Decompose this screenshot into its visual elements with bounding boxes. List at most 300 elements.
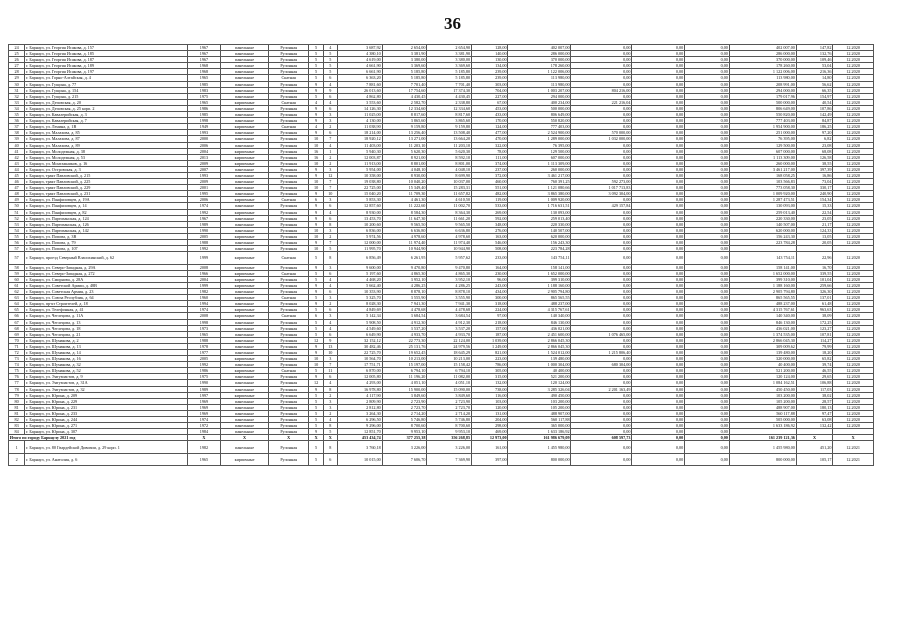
table-cell: 0,00 <box>685 124 730 130</box>
table-cell: 223 784,28 <box>729 240 796 246</box>
table-cell: 0,00 <box>685 45 730 51</box>
table-cell: 3 226,00 <box>427 441 472 454</box>
table-cell: г. Барнаул, ул. Панфиловцев, д. 14 <box>25 203 187 209</box>
table-cell: 0,00 <box>571 417 632 423</box>
table-cell: 10 <box>309 356 323 362</box>
table-cell: 4 315 767,61 <box>729 307 796 313</box>
table-cell: 1965 <box>187 75 221 81</box>
table-cell: 24 <box>9 45 25 51</box>
table-cell: 8 <box>323 423 337 429</box>
table-cell: 12 003,87 <box>337 154 382 160</box>
table-cell: 0,00 <box>571 221 632 227</box>
table-cell: 620 000,00 <box>508 233 571 239</box>
table-cell: 97,00 <box>471 313 508 319</box>
table-cell: 0,00 <box>571 215 632 221</box>
table-cell: 4 912,30 <box>382 319 427 325</box>
table-cell: кирпичные <box>221 148 269 154</box>
table-cell: 3 684,54 <box>427 313 472 319</box>
table-cell: 38 <box>9 130 25 136</box>
table-cell: Рулонная <box>268 69 309 75</box>
table-cell: 1949 <box>187 124 221 130</box>
table-cell: 1 084 162,51 <box>729 380 796 386</box>
table-cell: 47 <box>9 185 25 191</box>
table-cell: 34 <box>9 105 25 111</box>
table-cell: 6 261,95 <box>382 252 427 265</box>
table-cell: 1968 <box>187 69 221 75</box>
table-cell: 9 <box>309 350 323 356</box>
table-cell: 48 <box>9 191 25 197</box>
table-cell: панельные <box>221 172 269 178</box>
table-cell: 3 <box>323 404 337 410</box>
total-cell: 12 973,00 <box>471 435 508 441</box>
table-cell: 5 <box>323 69 337 75</box>
table-cell: 0,00 <box>685 191 730 197</box>
table-cell: 0,00 <box>685 63 730 69</box>
table-cell: 123,27 <box>796 325 833 331</box>
table-cell: Рулонная <box>268 160 309 166</box>
table-cell: 46,55 <box>796 368 833 374</box>
table-cell: 1 652 000,00 <box>729 270 796 276</box>
table-cell: 3 381,90 <box>427 51 472 57</box>
table-cell: кирпичные <box>221 264 269 270</box>
table-cell: г. Барнаул, ул. Чеглецова, д. 13 <box>25 319 187 325</box>
table-cell: 31 <box>9 87 25 93</box>
table-cell: 4 478,68 <box>382 307 427 313</box>
table-cell: 7 <box>323 179 337 185</box>
table-cell: 29 <box>9 75 25 81</box>
table-cell: 12.2020 <box>833 118 874 124</box>
table-cell: 786,00 <box>471 362 508 368</box>
table-cell: 230,00 <box>471 270 508 276</box>
table-cell: кирпичные <box>221 276 269 282</box>
table-cell: 0,00 <box>632 410 685 416</box>
table-cell: 477,00 <box>471 130 508 136</box>
table-cell: 1972 <box>187 423 221 429</box>
table-cell: 592 273,00 <box>571 179 632 185</box>
table-cell: 77 <box>9 380 25 386</box>
table-cell: 0,00 <box>571 105 632 111</box>
table-cell: 10 <box>309 160 323 166</box>
table-cell: г. Барнаул, ул. Партизанская, д. 124 <box>25 215 187 221</box>
total-cell: 356 268,85 <box>427 435 472 441</box>
table-cell: 11 974,40 <box>427 240 472 246</box>
table-cell: 3 <box>323 356 337 362</box>
total-cell: 453 434,74 <box>337 435 382 441</box>
table-cell: 6 <box>309 313 323 319</box>
table-cell: 15 040,20 <box>337 191 382 197</box>
table-cell: 8 028,30 <box>337 301 382 307</box>
table-cell: 0,00 <box>685 197 730 203</box>
table-cell: г. Барнаул, ул. Георгия Исакова, д. 187 <box>25 57 187 63</box>
table-cell: г. Барнаул, ул. Малахова, д. 85 <box>25 130 187 136</box>
table-cell: 9 <box>309 87 323 93</box>
table-cell: 10 200,60 <box>337 221 382 227</box>
table-cell: 0,00 <box>571 356 632 362</box>
table-cell: панельные <box>221 350 269 356</box>
table-cell: Рулонная <box>268 215 309 221</box>
table-cell: 154,34 <box>796 197 833 203</box>
table-cell: 0,00 <box>632 289 685 295</box>
table-cell: Рулонная <box>268 136 309 142</box>
table-cell: 168 058,25 <box>729 172 796 178</box>
table-cell: 12.2020 <box>833 172 874 178</box>
table-cell: 0,00 <box>632 325 685 331</box>
table-cell: 6 <box>323 215 337 221</box>
table-cell: г. Барнаул, ул. Северо-Западная, д. 29А <box>25 264 187 270</box>
table-cell: 42 <box>9 154 25 160</box>
table-cell: Рулонная <box>268 81 309 87</box>
table-cell: панельные <box>221 441 269 454</box>
table-cell: 0,00 <box>685 289 730 295</box>
table-cell: Рулонная <box>268 191 309 197</box>
table-cell: 451,20 <box>796 441 833 454</box>
table-cell: 1998 <box>187 319 221 325</box>
table-cell: г. Барнаул, ул. 80 Гвардейской Дивизии, д. 29 корп. 1 <box>25 441 187 454</box>
table-cell: 12.2020 <box>833 203 874 209</box>
table-cell: 5 185,80 <box>427 75 472 81</box>
table-cell: 5 <box>309 392 323 398</box>
table-cell: 7 606,70 <box>382 453 427 466</box>
table-cell: 4 <box>323 99 337 105</box>
table-cell: 35 <box>9 112 25 118</box>
table-cell: панельные <box>221 215 269 221</box>
table-cell: 19 652,45 <box>382 350 427 356</box>
table-cell: 2 201 163,49 <box>571 386 632 392</box>
table-cell: 103,00 <box>471 398 508 404</box>
table-cell: 0,00 <box>571 227 632 233</box>
table-cell: 0,00 <box>632 45 685 51</box>
table-cell: 0,00 <box>685 301 730 307</box>
table-cell: 0,00 <box>685 203 730 209</box>
table-cell: 1977 <box>187 350 221 356</box>
table-cell: 3 461 217,00 <box>508 172 571 178</box>
table-cell: 12 005,80 <box>337 374 382 380</box>
table-cell: 460,00 <box>471 179 508 185</box>
table-cell: 75 <box>9 368 25 374</box>
table-cell: 12.2020 <box>833 350 874 356</box>
table-cell: 0,00 <box>685 429 730 435</box>
table-cell: Рулонная <box>268 392 309 398</box>
table-cell: 124,33 <box>796 227 833 233</box>
table-cell: 2004 <box>187 148 221 154</box>
total-cell: 161 239 121,36 <box>729 435 796 441</box>
table-cell: 0,00 <box>632 301 685 307</box>
table-cell: 4 430,45 <box>382 93 427 99</box>
table-cell: 8 364,30 <box>427 209 472 215</box>
table-cell: Рулонная <box>268 209 309 215</box>
table-cell: 546,00 <box>471 240 508 246</box>
table-cell: 140 507,00 <box>508 227 571 233</box>
table-cell: г. Барнаул, ул. Северо-Западная, д. 272 <box>25 270 187 276</box>
table-cell: 0,00 <box>632 221 685 227</box>
table-cell: 5 185,80 <box>427 69 472 75</box>
table-cell: 5 <box>323 246 337 252</box>
table-cell: 1 121 080,66 <box>508 185 571 191</box>
table-cell: 13,05 <box>796 233 833 239</box>
table-cell: 4 933,70 <box>382 331 427 337</box>
table-cell: 73,04 <box>796 179 833 185</box>
table-cell: 1999 <box>187 252 221 265</box>
table-cell: 2 723,90 <box>382 398 427 404</box>
table-cell: 5 620,30 <box>427 148 472 154</box>
table-cell: 315,00 <box>471 374 508 380</box>
table-cell: 846 130,00 <box>508 319 571 325</box>
table-cell: 1 249,00 <box>471 343 508 349</box>
table-cell: Рулонная <box>268 51 309 57</box>
table-cell: 1989 <box>187 221 221 227</box>
table-cell: кирпичные <box>221 392 269 398</box>
table-cell: 0,00 <box>685 356 730 362</box>
table-cell: 158 141,00 <box>508 264 571 270</box>
table-cell: г. Барнаул, ул. Островская, д. 3 <box>25 166 187 172</box>
table-cell: 11 913,00 <box>337 160 382 166</box>
table-cell: 286 000,00 <box>729 51 796 57</box>
table-cell: 0,00 <box>571 118 632 124</box>
table-cell: 243,00 <box>471 282 508 288</box>
table-cell: 12.2020 <box>833 87 874 93</box>
table-cell: 8 878,10 <box>427 289 472 295</box>
repair-register-table <box>8 44 874 466</box>
table-cell: 0,00 <box>571 429 632 435</box>
table-cell: 5 974,56 <box>337 233 382 239</box>
table-cell: 0,00 <box>685 75 730 81</box>
table-cell: 2 <box>9 453 25 466</box>
table-cell: 72 <box>9 350 25 356</box>
table-cell: 0,00 <box>685 221 730 227</box>
table-cell: 132,42 <box>796 423 833 429</box>
table-cell: 738,00 <box>471 386 508 392</box>
table-cell: 12.2020 <box>833 276 874 282</box>
table-cell: 3 381,90 <box>382 51 427 57</box>
table-cell: панельные <box>221 63 269 69</box>
table-cell: кирпичные <box>221 154 269 160</box>
table-cell: 1992 <box>187 362 221 368</box>
table-cell: 10 <box>309 142 323 148</box>
table-cell: г. Барнаул, ул. Шумакова, д. 2 <box>25 337 187 343</box>
table-cell: 12.2020 <box>833 404 874 410</box>
table-row <box>9 441 874 454</box>
table-cell: 83 <box>9 423 25 429</box>
table-cell: 0,00 <box>571 124 632 130</box>
table-cell: 0,00 <box>685 331 730 337</box>
table-cell: 12.2020 <box>833 398 874 404</box>
table-cell: 3 849,60 <box>427 392 472 398</box>
table-cell: 0,00 <box>632 197 685 203</box>
table-cell: 11 196,20 <box>382 374 427 380</box>
table-cell: 4 430,45 <box>427 93 472 99</box>
table-cell: 11 709,30 <box>382 191 427 197</box>
total-cell: X <box>309 435 323 441</box>
table-cell: 4 865,30 <box>427 270 472 276</box>
table-cell: 10 037,00 <box>427 179 472 185</box>
table-cell: 3 <box>323 295 337 301</box>
table-cell: 429 157,84 <box>571 203 632 209</box>
table-cell: 2 905 794,80 <box>729 289 796 295</box>
table-cell: 5 <box>309 307 323 313</box>
table-cell: кирпичные <box>221 313 269 319</box>
table-cell: 56 <box>9 240 25 246</box>
table-cell: 8 817,60 <box>382 112 427 118</box>
table-cell: Рулонная <box>268 166 309 172</box>
table-cell: 806 649,00 <box>729 105 796 111</box>
table-cell: 6 <box>323 203 337 209</box>
table-cell: Рулонная <box>268 118 309 124</box>
table-cell: 9 <box>309 264 323 270</box>
table-cell: 5 <box>309 276 323 282</box>
table-cell: 61 <box>9 282 25 288</box>
table-cell: 0,00 <box>685 209 730 215</box>
table-cell: 0,00 <box>685 423 730 429</box>
table-row <box>9 453 874 466</box>
table-cell: 8 801,00 <box>427 160 472 166</box>
table-cell: г. Барнаул, ул. Энтузиастов, д. 31А <box>25 380 187 386</box>
table-cell: 11 661,20 <box>427 215 472 221</box>
table-cell: 7 881,60 <box>337 81 382 87</box>
table-cell: 10 213,00 <box>427 356 472 362</box>
table-cell: г. Барнаул, ул. Горно-Алтайская, д. 4 <box>25 75 187 81</box>
table-cell: 1986 <box>187 105 221 111</box>
table-cell: 0,00 <box>571 209 632 215</box>
table-cell: 298,00 <box>471 423 508 429</box>
table-cell: 45 <box>9 172 25 178</box>
table-cell: 27 <box>9 63 25 69</box>
table-cell: 0,00 <box>632 374 685 380</box>
table-cell: 157,00 <box>471 325 508 331</box>
table-cell: 9 <box>309 301 323 307</box>
table-cell: панельные <box>221 93 269 99</box>
table-cell: г. Барнаул, ул. Панфиловцев, д. 19А <box>25 197 187 203</box>
table-cell: 305,00 <box>471 368 508 374</box>
table-cell: 0,00 <box>685 337 730 343</box>
table-cell: 1 113 309,00 <box>729 154 796 160</box>
table-cell: 179 017,96 <box>729 93 796 99</box>
table-cell: 318,00 <box>471 301 508 307</box>
table-cell: 10 <box>323 350 337 356</box>
table-cell: г. Барнаул, ул. Советская Армия, д. 23 <box>25 289 187 295</box>
table-cell: 178 260,00 <box>508 63 571 69</box>
table-cell: 0,00 <box>632 112 685 118</box>
table-cell: 0,00 <box>571 148 632 154</box>
table-cell: 4 286,25 <box>427 282 472 288</box>
table-cell: 348,00 <box>471 221 508 227</box>
table-cell: 154,97 <box>796 93 833 99</box>
table-cell: 0,00 <box>571 172 632 178</box>
table-cell: 0,00 <box>571 233 632 239</box>
table-cell: 107,86 <box>796 105 833 111</box>
table-cell: 322,00 <box>471 142 508 148</box>
table-cell: 12.2020 <box>833 282 874 288</box>
table-cell: 0,00 <box>632 441 685 454</box>
table-cell: Рулонная <box>268 319 309 325</box>
table-cell: 78 <box>9 386 25 392</box>
table-cell: 0,00 <box>632 295 685 301</box>
table-cell: 0,00 <box>632 404 685 410</box>
table-cell: 70 <box>9 337 25 343</box>
table-cell: 0,00 <box>685 398 730 404</box>
table-cell: 1969 <box>187 404 221 410</box>
table-cell: 2007 <box>187 166 221 172</box>
table-cell: 1978 <box>187 343 221 349</box>
table-cell: 450 450,00 <box>729 386 796 392</box>
table-cell: 4 <box>323 325 337 331</box>
table-cell: 139 480,00 <box>508 356 571 362</box>
table-cell: Рулонная <box>268 404 309 410</box>
table-cell: 5 940,30 <box>337 148 382 154</box>
table-cell: 0,00 <box>571 313 632 319</box>
table-cell: 1988 <box>187 240 221 246</box>
table-cell: г. Барнаул, ул. Гущина, д. 77 <box>25 81 187 87</box>
table-cell: кирпичные <box>221 160 269 166</box>
table-cell: 107,81 <box>796 331 833 337</box>
table-cell: 0,00 <box>571 93 632 99</box>
table-cell: 1 122 006,00 <box>508 69 571 75</box>
table-cell: 240,90 <box>796 191 833 197</box>
table-cell: Рулонная <box>268 45 309 51</box>
table-cell: 0,00 <box>685 69 730 75</box>
table-cell: 15 090,00 <box>427 386 472 392</box>
table-cell: 9 <box>309 112 323 118</box>
table-cell: 21,17 <box>796 221 833 227</box>
table-cell: 114,27 <box>796 337 833 343</box>
table-cell: 12.2020 <box>833 368 874 374</box>
table-cell: 6 636,80 <box>382 227 427 233</box>
table-cell: Рулонная <box>268 301 309 307</box>
table-cell: 67 <box>9 319 25 325</box>
table-cell: 5 185,80 <box>382 75 427 81</box>
table-cell: 2 723,70 <box>382 404 427 410</box>
table-cell: 132,00 <box>471 380 508 386</box>
table-cell: 0,00 <box>571 410 632 416</box>
table-cell: 0,00 <box>632 148 685 154</box>
table-cell: 1965 <box>187 99 221 105</box>
table-cell: г. Барнаул, ул. Партизанская, д. 126 <box>25 221 187 227</box>
table-cell: 1974 <box>187 307 221 313</box>
table-cell: 0,00 <box>571 270 632 276</box>
table-cell: 9 470,80 <box>382 264 427 270</box>
table-cell: 6 <box>323 307 337 313</box>
table-cell: 5 954,00 <box>337 166 382 172</box>
table-cell: 6 794,10 <box>382 368 427 374</box>
table-cell: 29,65 <box>796 374 833 380</box>
table-cell: 13 664,20 <box>427 136 472 142</box>
table-cell: 140 340,00 <box>508 313 571 319</box>
table-cell: 32 <box>9 93 25 99</box>
table-cell: 124,00 <box>471 124 508 130</box>
table-cell: 6 <box>323 130 337 136</box>
table-cell: 4 933,70 <box>427 331 472 337</box>
table-cell: 2 723,70 <box>427 404 472 410</box>
table-cell: 560 117,88 <box>508 417 571 423</box>
table-cell: кирпичные <box>221 356 269 362</box>
table-cell: 1 215 806,40 <box>571 350 632 356</box>
table-cell: 6 636,80 <box>427 227 472 233</box>
table-cell: 12.2020 <box>833 362 874 368</box>
table-cell: 3 952,10 <box>427 276 472 282</box>
table-cell: 12.2020 <box>833 63 874 69</box>
table-cell: 2 582,70 <box>382 99 427 105</box>
table-cell: 3 461 217,00 <box>729 166 796 172</box>
table-cell: 116,00 <box>471 392 508 398</box>
table-cell: 2 <box>323 392 337 398</box>
table-cell: 63 <box>9 295 25 301</box>
table-cell: 143 754,11 <box>508 252 571 265</box>
table-cell: Рулонная <box>268 356 309 362</box>
table-cell: 126,58 <box>796 154 833 160</box>
table-cell: Рулонная <box>268 246 309 252</box>
table-cell: 0,00 <box>632 93 685 99</box>
table-cell: 12.2020 <box>833 160 874 166</box>
table-cell: 3 <box>323 197 337 203</box>
